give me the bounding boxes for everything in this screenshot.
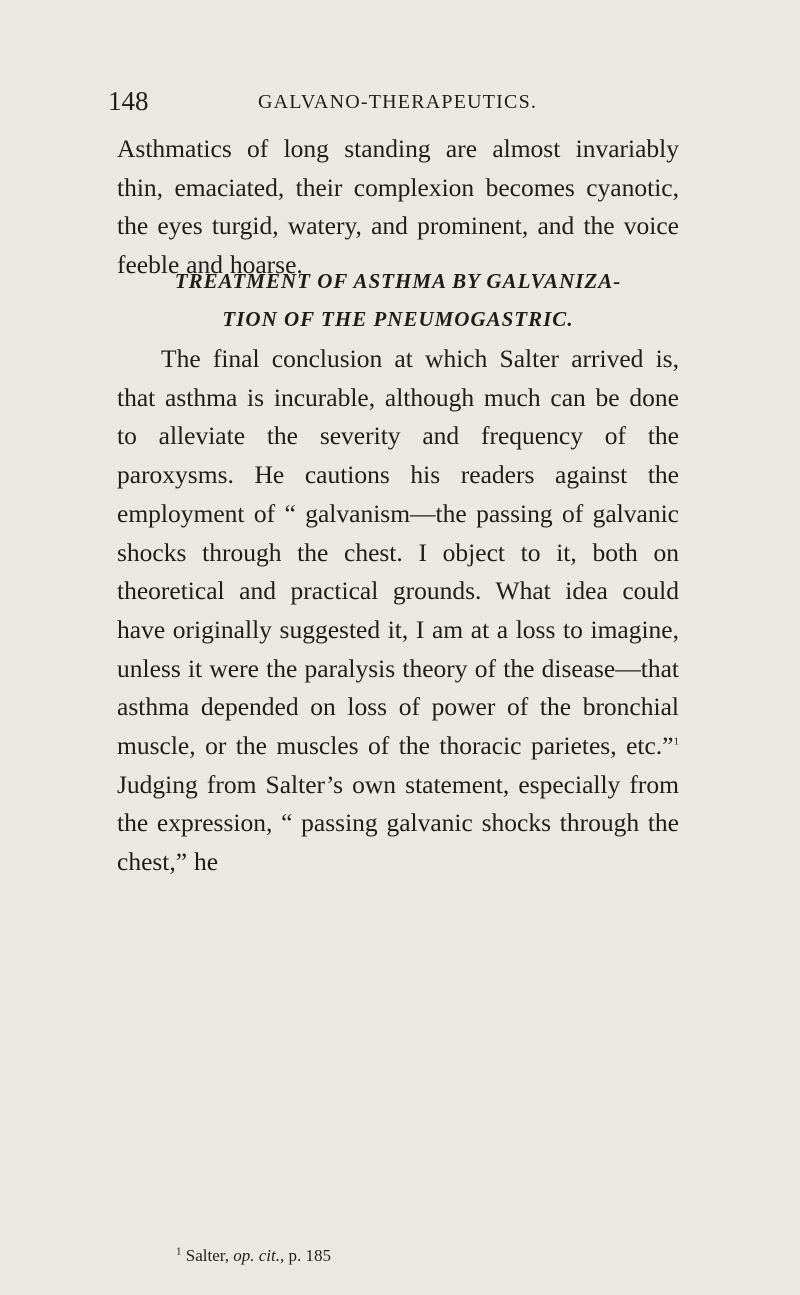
section-heading-line-1: TREATMENT OF ASTHMA BY GALVANIZA- [174,269,622,293]
running-title: GALVANO-THERAPEUTICS. [258,91,538,113]
running-head [108,84,678,118]
section-heading [117,262,679,338]
footnote-reference: 1 [673,735,679,748]
section-heading-line-2: TION OF THE PNEUMOGASTRIC. [222,307,574,331]
footnote [176,1245,331,1267]
paragraph-text-before-note: The final conclusion at which Salter arrived is, that asthma is incurable, although much can be done to alleviate the severity and frequency of the paroxysms. He cautions his readers against the employment of “ galvanism—the passing of galvanic shocks through the chest. I object to it, both on theoretical and practical grounds. What idea could have originally suggested it, I am at a loss to imagine, unless it were the paralysis theory of the disease—that asthma depended on loss of power of the bronchial muscle, or the muscles of the thoracic parietes, etc.” [117,344,679,761]
page-number: 148 [108,86,149,116]
paragraph-text-after-note: Judging from Salter’s own statement, especially from the expression, “ passing galvanic shocks through the chest,” he [117,769,679,877]
footnote-author: Salter, [185,1246,229,1265]
paragraph-asthmatics: Asthmatics of long standing are almost invariably thin, emaciated, their complexion becomes cyanotic, the eyes turgid, watery, and prominent, and the voice feeble and hoarse. [117,134,679,280]
footnote-page: p. 185 [288,1246,331,1265]
footnote-citation: op. cit., [233,1246,285,1265]
footnote-marker: 1 [176,1245,182,1258]
paragraph-salter-conclusion [117,340,679,882]
